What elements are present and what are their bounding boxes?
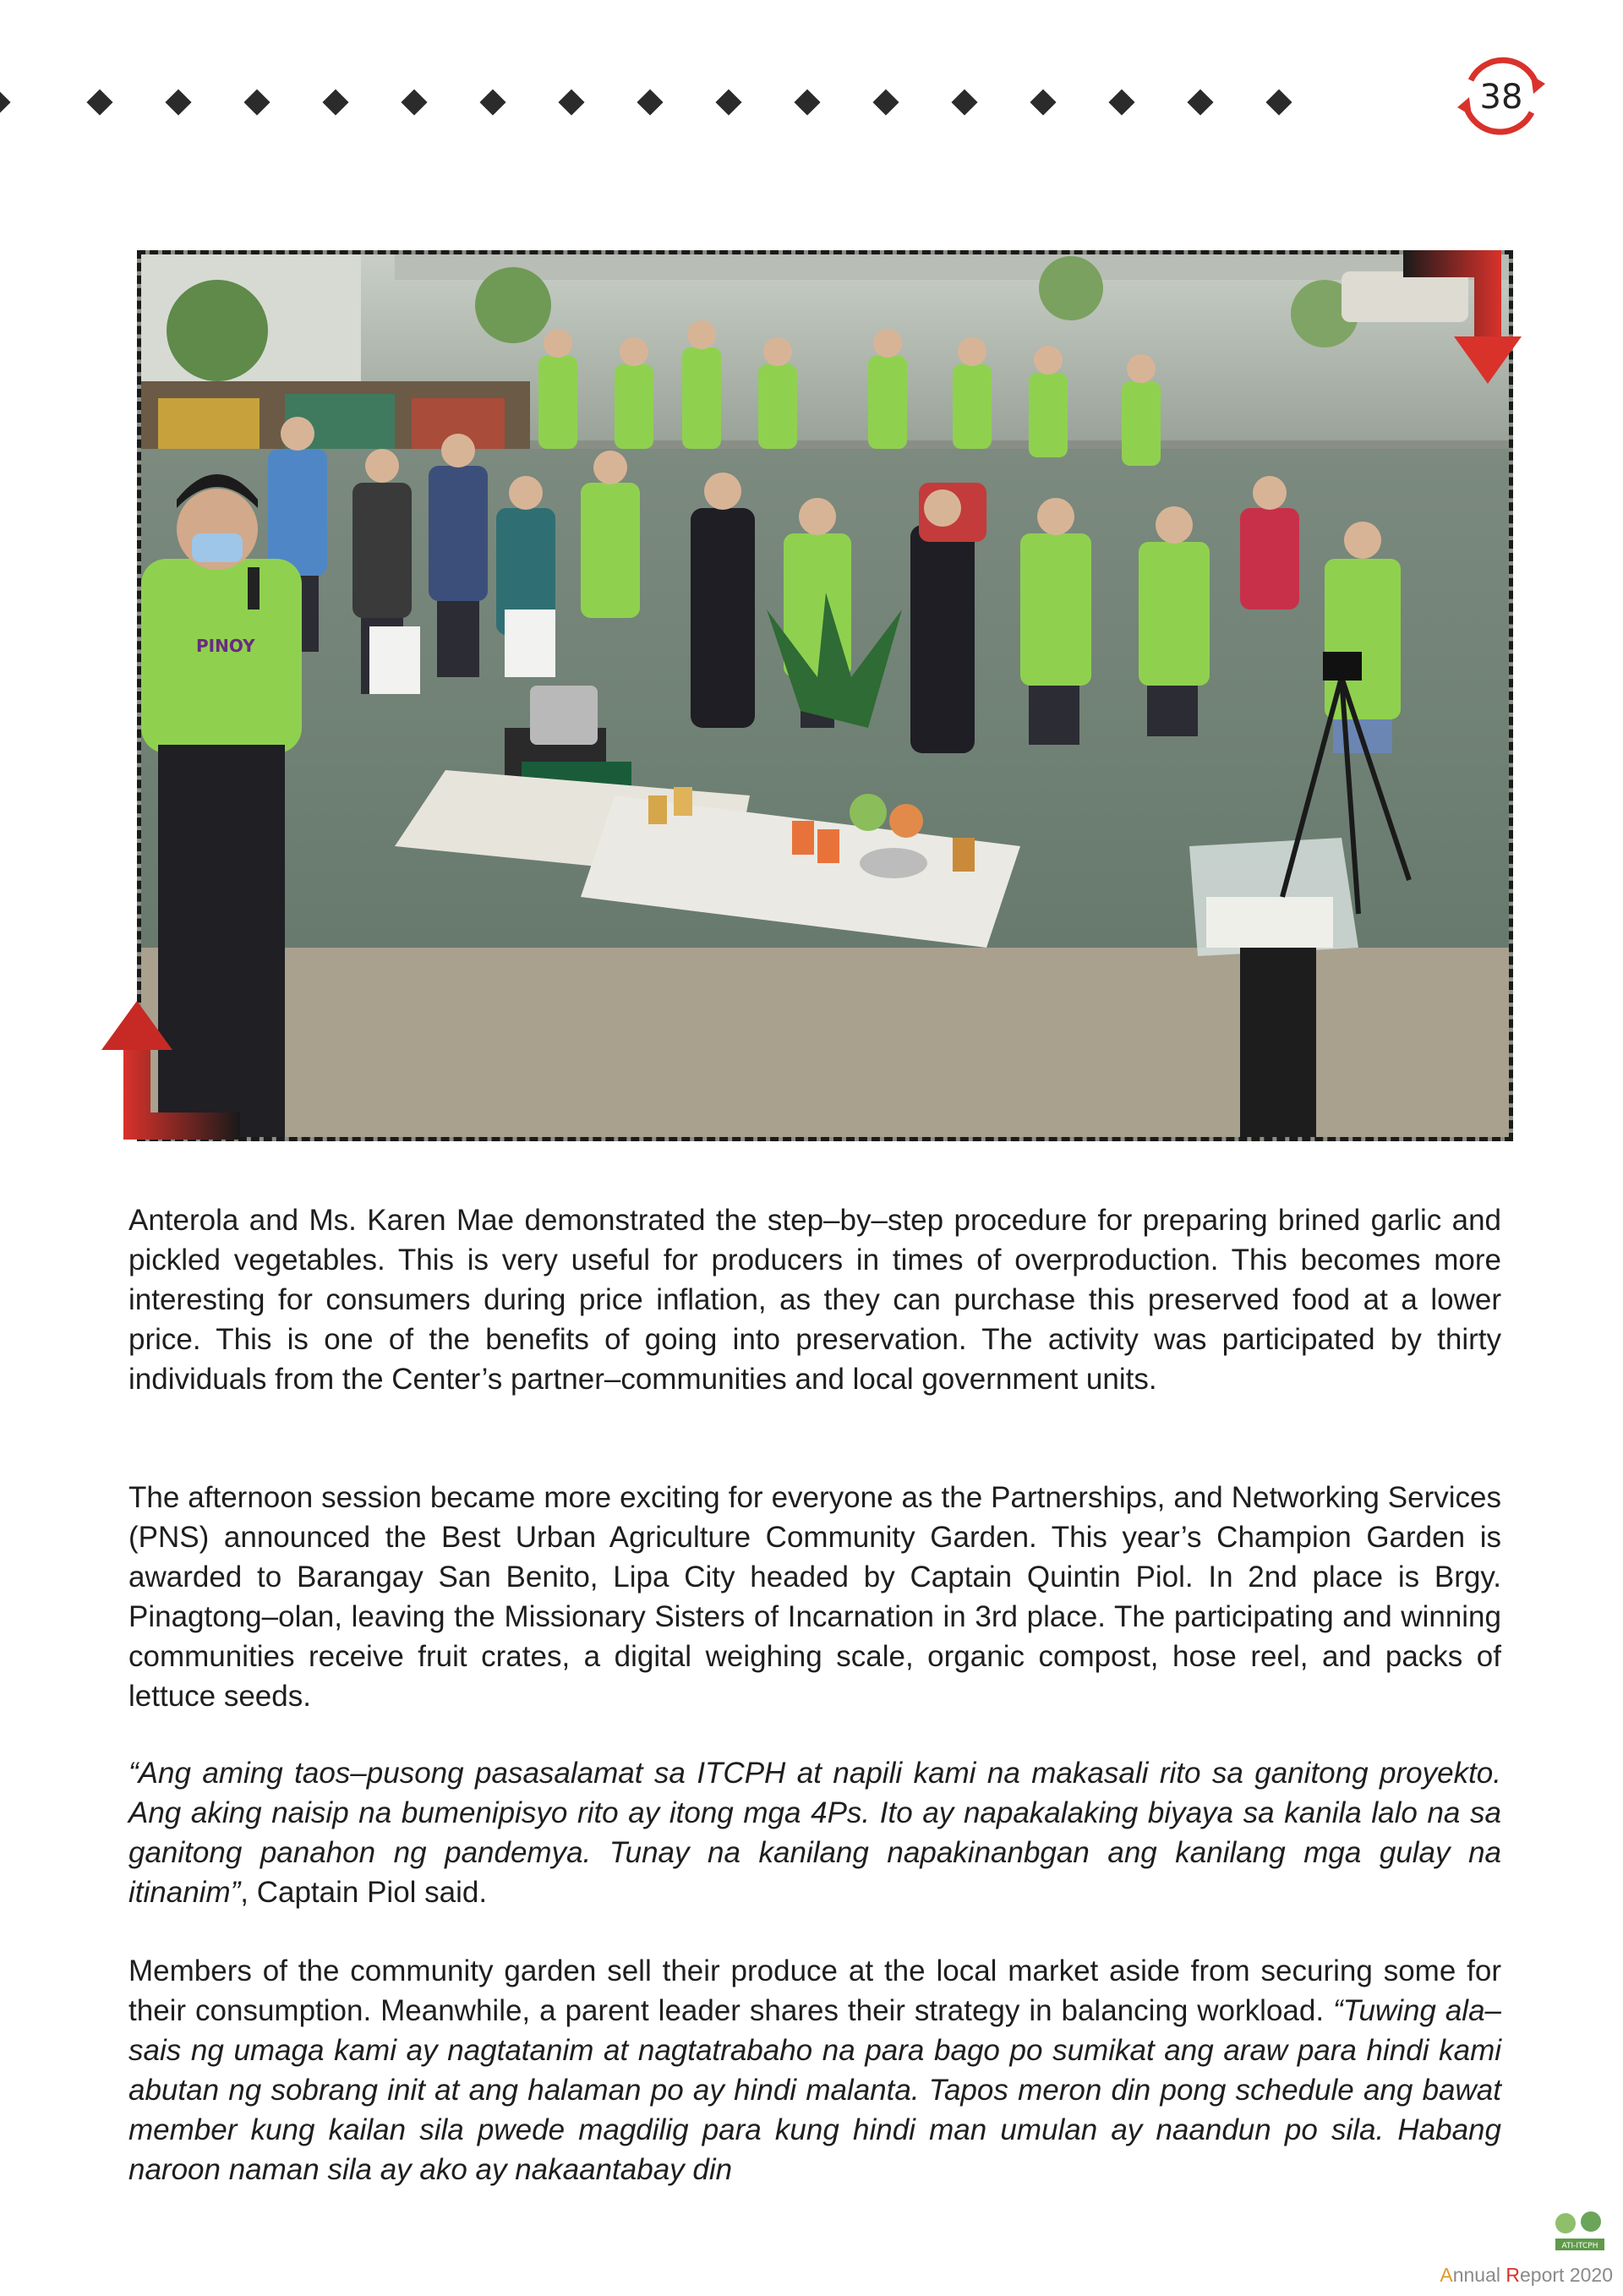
corner-arrow-top-right-icon [1395, 245, 1547, 397]
diamond-icon [637, 89, 663, 115]
diamond-icon [951, 89, 977, 115]
diamond-icon [1030, 89, 1056, 115]
diamond-icon [1187, 89, 1213, 115]
diamond-icon [0, 89, 11, 115]
diamond-icon [165, 89, 191, 115]
diamond-icon [86, 89, 112, 115]
diamond-icon [1265, 89, 1292, 115]
diamond-icon [558, 89, 584, 115]
diamond-icon [1108, 89, 1134, 115]
svg-text:ATI-ITCPH: ATI-ITCPH [1561, 2242, 1598, 2250]
diamond-icon [715, 89, 741, 115]
page-number: 38 [1479, 78, 1523, 117]
ati-itcph-logo-icon [1549, 2210, 1609, 2260]
paragraph-captain-quote [128, 1753, 1501, 1912]
parent-leader-quote: “Tuwing ala–sais ng umaga kami ay nagtatanim at nagtatrabaho na para bago po sumikat ang araw para hindi kami abutan ng sobrang init at ang halaman po ay hindi malanta. Tapos meron din pong schedule ang bawat member kung kailan sila pwede magdilig para kung hindi man umulan ay naandun po sila. Habang naroon naman sila ay ako ay nakaantabay din [128, 1994, 1502, 2186]
paragraph-garden-awards: The afternoon session became more exciting for everyone as the Partnerships, and Networking Services (PNS) announced the Best Urban Agriculture Community Garden. This year’s Champion Garden is awarded to Barangay San Benito, Lipa City headed by Captain Quintin Piol. In 2nd place is Brgy. Pinagtong–olan, leaving the Missionary Sisters of Incarnation in 3rd place. The participating and winning communities receive fruit crates, a digital weighing scale, organic compost, hose reel, and packs of lettuce seeds. [128, 1481, 1501, 1713]
header-diamond-row [0, 86, 1319, 120]
shirt-text: PINOY [196, 636, 255, 656]
diamond-icon [479, 89, 505, 115]
captain-attribution: , Captain Piol said. [240, 1876, 488, 1909]
diamond-icon [322, 89, 348, 115]
corner-arrow-bottom-left-icon [98, 987, 250, 1148]
paragraph-parent-leader [128, 1951, 1501, 2189]
footer-annual-report: Annual Report 2020 [1440, 2264, 1613, 2286]
photo-illustration [141, 254, 1509, 1137]
diamond-icon [401, 89, 427, 115]
diamond-icon [243, 89, 270, 115]
event-photo [137, 250, 1513, 1141]
diamond-icon [872, 89, 899, 115]
parent-leader-intro: Members of the community garden sell their produce at the local market aside from securing some for their consumption. Meanwhile, a parent leader shares their strategy in balancing workload. [128, 1954, 1501, 2027]
paragraph-preservation-demo: Anterola and Ms. Karen Mae demonstrated the step–by–step procedure for preparing brined garlic and pickled vegetables. This is very useful for producers in times of overproduction. This becomes more interesting for consumers during price inflation, as they can purchase this preserved food at a lower price. This is one of the benefits of going into preservation. The activity was participated by thirty individuals from the Center’s partner–communities and local government units. [128, 1204, 1501, 1396]
diamond-icon [794, 89, 820, 115]
captain-quote: “Ang aming taos–pusong pasasalamat sa ITCPH at napili kami na makasali rito sa ganitong proyekto. Ang aking naisip na bumenipisyo rito ay itong mga 4Ps. Ito ay napakalaking biyaya sa kanila lalo na sa ganitong panahon ng pandemya. Tunay na kanilang napakinanbgan ang kanilang mga gulay na itinanim” [128, 1757, 1501, 1909]
